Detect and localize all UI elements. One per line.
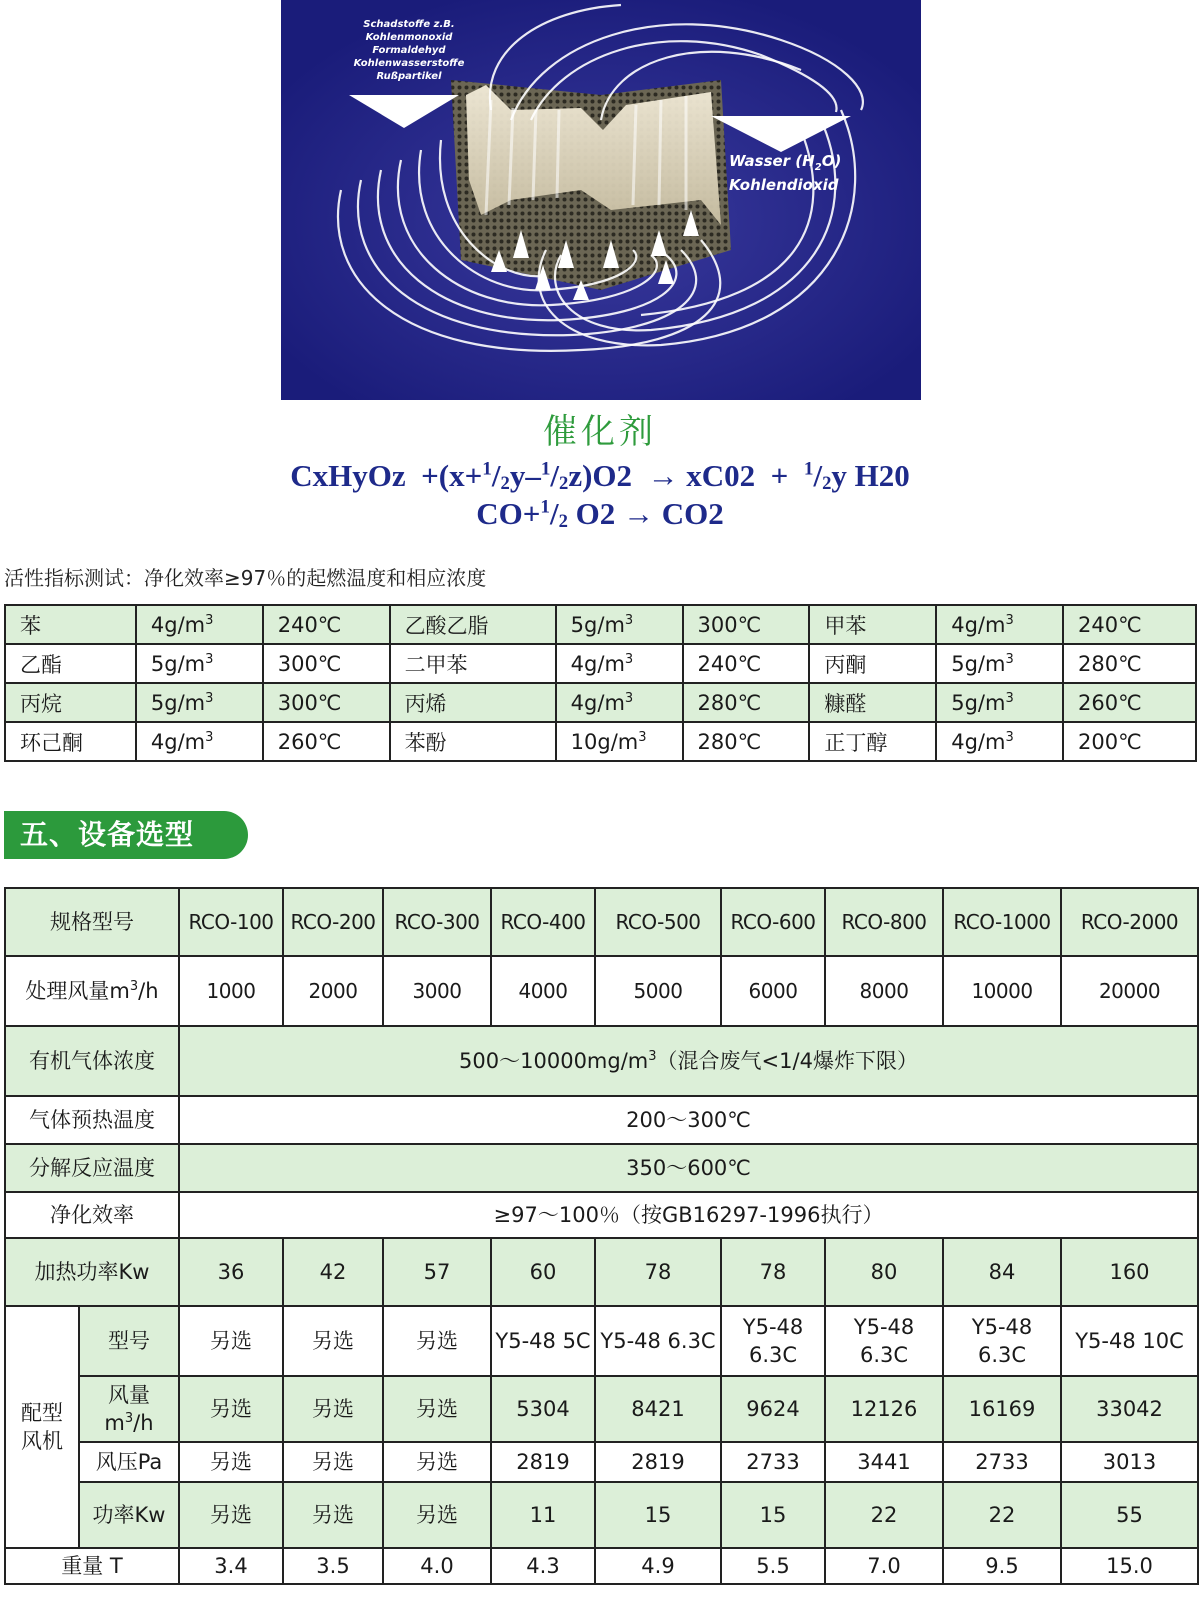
fan-airflow-cell: 5304 [491,1376,595,1442]
ignition-temperature: 280℃ [683,683,810,722]
compound-name: 苯酚 [390,722,556,761]
heating-cell: 78 [721,1238,825,1306]
fan-power-cell: 11 [491,1482,595,1548]
compound-concentration: $5g/m^3$ [936,683,1063,722]
products-line-2: Kohlendioxid [729,176,839,194]
ignition-temperature: 300℃ [263,644,390,683]
ignition-temperature: 200℃ [1063,722,1196,761]
weight-cell: 9.5 [943,1548,1061,1584]
activity-row [5,644,1196,683]
compound-concentration: $4g/m^3$ [136,605,263,644]
compound-concentration: $4g/m^3$ [556,644,683,683]
fan-airflow-cell: 12126 [825,1376,943,1442]
row-label: 处理风量$m^3/h$ [5,956,179,1026]
fan-type-cell: Y5-48 10C [1061,1306,1198,1376]
compound-concentration: $4g/m^3$ [936,722,1063,761]
fan-pressure-cell: 另选 [283,1442,383,1482]
compound-concentration: $5g/m^3$ [136,683,263,722]
fan-pressure-cell: 2819 [491,1442,595,1482]
model-cell: RCO-1000 [943,888,1061,956]
heating-cell: 78 [595,1238,721,1306]
fan-group-label: 配型风机 [5,1306,79,1548]
compound-name: 乙酯 [5,644,136,683]
spec-row-fan-power [5,1482,1198,1548]
compound-name: 甲苯 [809,605,936,644]
fan-type-cell: Y5-48 6.3C [825,1306,943,1376]
ignition-temperature: 260℃ [1063,683,1196,722]
fan-power-cell: 另选 [179,1482,283,1548]
spec-row-decomposition [5,1144,1198,1192]
airflow-cell: 8000 [825,956,943,1026]
spec-row-fan-pressure [5,1442,1198,1482]
spec-row-efficiency [5,1192,1198,1238]
section-header: 五、设备选型 [4,811,248,859]
spec-row-fan-type [5,1306,1198,1376]
fan-airflow-cell: 另选 [283,1376,383,1442]
reaction-formula-1: CxHyOz +(x+$^1$/2y–$^1$/2z)O2 → xC02 + $^1$/2y H20 [290,458,910,494]
weight-cell: 15.0 [1061,1548,1198,1584]
fan-type-cell: Y5-48 6.3C [943,1306,1061,1376]
spec-row-airflow [5,956,1198,1026]
preheat-value: 200～300℃ [179,1096,1198,1144]
fan-pressure-cell: 另选 [383,1442,491,1482]
pollutant-line: Rußpartikel [376,71,442,82]
row-label: 分解反应温度 [5,1144,179,1192]
ignition-temperature: 240℃ [263,605,390,644]
products-line-1: Wasser $(H_2O)$ [729,152,842,173]
catalyst-honeycomb-graphic [281,0,921,400]
heating-cell: 57 [383,1238,491,1306]
model-cell: RCO-800 [825,888,943,956]
activity-row [5,722,1196,761]
compound-name: 环己酮 [5,722,136,761]
row-label: 型号 [79,1306,179,1376]
row-label: 风量 $m^3/h$ [79,1376,179,1442]
fan-airflow-cell: 9624 [721,1376,825,1442]
fan-pressure-cell: 2733 [721,1442,825,1482]
compound-concentration: $5g/m^3$ [936,644,1063,683]
weight-cell: 7.0 [825,1548,943,1584]
fan-airflow-cell: 16169 [943,1376,1061,1442]
fan-pressure-cell: 另选 [179,1442,283,1482]
pollutant-line: Schadstoffe z.B. [363,19,455,30]
spec-row-weight [5,1548,1198,1584]
compound-name: 乙酸乙脂 [390,605,556,644]
fan-airflow-cell: 8421 [595,1376,721,1442]
fan-type-cell: Y5-48 6.3C [595,1306,721,1376]
compound-concentration: $4g/m^3$ [936,605,1063,644]
efficiency-value: ≥97～100％（按GB16297-1996执行） [179,1192,1198,1238]
model-cell: RCO-500 [595,888,721,956]
decomposition-value: 350～600℃ [179,1144,1198,1192]
compound-concentration: $10g/m^3$ [556,722,683,761]
heating-cell: 84 [943,1238,1061,1306]
model-cell: RCO-100 [179,888,283,956]
model-cell: RCO-200 [283,888,383,956]
fan-type-cell: 另选 [179,1306,283,1376]
fan-pressure-cell: 3013 [1061,1442,1198,1482]
ignition-temperature: 300℃ [683,605,810,644]
fan-pressure-cell: 2819 [595,1442,721,1482]
airflow-cell: 6000 [721,956,825,1026]
weight-cell: 5.5 [721,1548,825,1584]
catalyst-title: 催化剂 [543,412,657,452]
fan-power-cell: 另选 [283,1482,383,1548]
row-label: 加热功率Kw [5,1238,179,1306]
row-label: 风压Pa [79,1442,179,1482]
airflow-cell: 3000 [383,956,491,1026]
row-label: 重量 T [5,1548,179,1584]
fan-type-cell: Y5-48 6.3C [721,1306,825,1376]
fan-type-cell: Y5-48 5C [491,1306,595,1376]
pollutant-line: Formaldehyd [372,45,446,56]
fan-power-cell: 22 [825,1482,943,1548]
ignition-temperature: 260℃ [263,722,390,761]
pollutant-line: Kohlenwasserstoffe [353,58,465,69]
fan-power-cell: 22 [943,1482,1061,1548]
fan-airflow-cell: 33042 [1061,1376,1198,1442]
weight-cell: 3.4 [179,1548,283,1584]
ignition-temperature: 280℃ [683,722,810,761]
compound-concentration: $5g/m^3$ [136,644,263,683]
heating-cell: 42 [283,1238,383,1306]
row-label: 气体预热温度 [5,1096,179,1144]
weight-cell: 4.0 [383,1548,491,1584]
airflow-cell: 20000 [1061,956,1198,1026]
weight-cell: 4.9 [595,1548,721,1584]
activity-caption: 活性指标测试：净化效率≥97％的起燃温度和相应浓度 [4,566,487,590]
spec-row-model [5,888,1198,956]
fan-type-cell: 另选 [383,1306,491,1376]
spec-row-heating [5,1238,1198,1306]
heating-cell: 80 [825,1238,943,1306]
pollutant-line: Kohlenmonoxid [365,32,453,43]
model-cell: RCO-2000 [1061,888,1198,956]
ignition-temperature: 300℃ [263,683,390,722]
fan-power-cell: 15 [595,1482,721,1548]
compound-name: 二甲苯 [390,644,556,683]
row-label: 有机气体浓度 [5,1026,179,1096]
activity-table [4,604,1197,762]
fan-pressure-cell: 2733 [943,1442,1061,1482]
model-cell: RCO-300 [383,888,491,956]
heating-cell: 36 [179,1238,283,1306]
compound-concentration: $4g/m^3$ [556,683,683,722]
reaction-formula-2: CO+$^1$/2 O2 → CO2 [476,496,724,532]
fan-airflow-cell: 另选 [383,1376,491,1442]
row-label: 功率Kw [79,1482,179,1548]
equipment-spec-table [4,887,1199,1585]
heating-cell: 60 [491,1238,595,1306]
fan-power-cell: 55 [1061,1482,1198,1548]
spec-row-concentration [5,1026,1198,1096]
spec-row-fan-airflow [5,1376,1198,1442]
activity-row [5,605,1196,644]
compound-name: 丙烯 [390,683,556,722]
compound-name: 苯 [5,605,136,644]
heating-cell: 160 [1061,1238,1198,1306]
airflow-cell: 2000 [283,956,383,1026]
row-label: 净化效率 [5,1192,179,1238]
model-cell: RCO-600 [721,888,825,956]
airflow-cell: 4000 [491,956,595,1026]
airflow-cell: 1000 [179,956,283,1026]
compound-name: 糠醛 [809,683,936,722]
fan-airflow-cell: 另选 [179,1376,283,1442]
concentration-value: $500\sim 10000mg/m^3$（混合废气<1/4爆炸下限） [179,1026,1198,1096]
compound-concentration: $5g/m^3$ [556,605,683,644]
fan-pressure-cell: 3441 [825,1442,943,1482]
compound-concentration: $4g/m^3$ [136,722,263,761]
ignition-temperature: 240℃ [683,644,810,683]
airflow-cell: 10000 [943,956,1061,1026]
spec-row-preheat [5,1096,1198,1144]
fan-type-cell: 另选 [283,1306,383,1376]
fan-power-cell: 15 [721,1482,825,1548]
compound-name: 正丁醇 [809,722,936,761]
ignition-temperature: 280℃ [1063,644,1196,683]
ignition-temperature: 240℃ [1063,605,1196,644]
row-label: 规格型号 [5,888,179,956]
weight-cell: 3.5 [283,1548,383,1584]
compound-name: 丙酮 [809,644,936,683]
model-cell: RCO-400 [491,888,595,956]
fan-power-cell: 另选 [383,1482,491,1548]
weight-cell: 4.3 [491,1548,595,1584]
catalyst-illustration [281,0,921,400]
airflow-cell: 5000 [595,956,721,1026]
activity-row [5,683,1196,722]
compound-name: 丙烷 [5,683,136,722]
